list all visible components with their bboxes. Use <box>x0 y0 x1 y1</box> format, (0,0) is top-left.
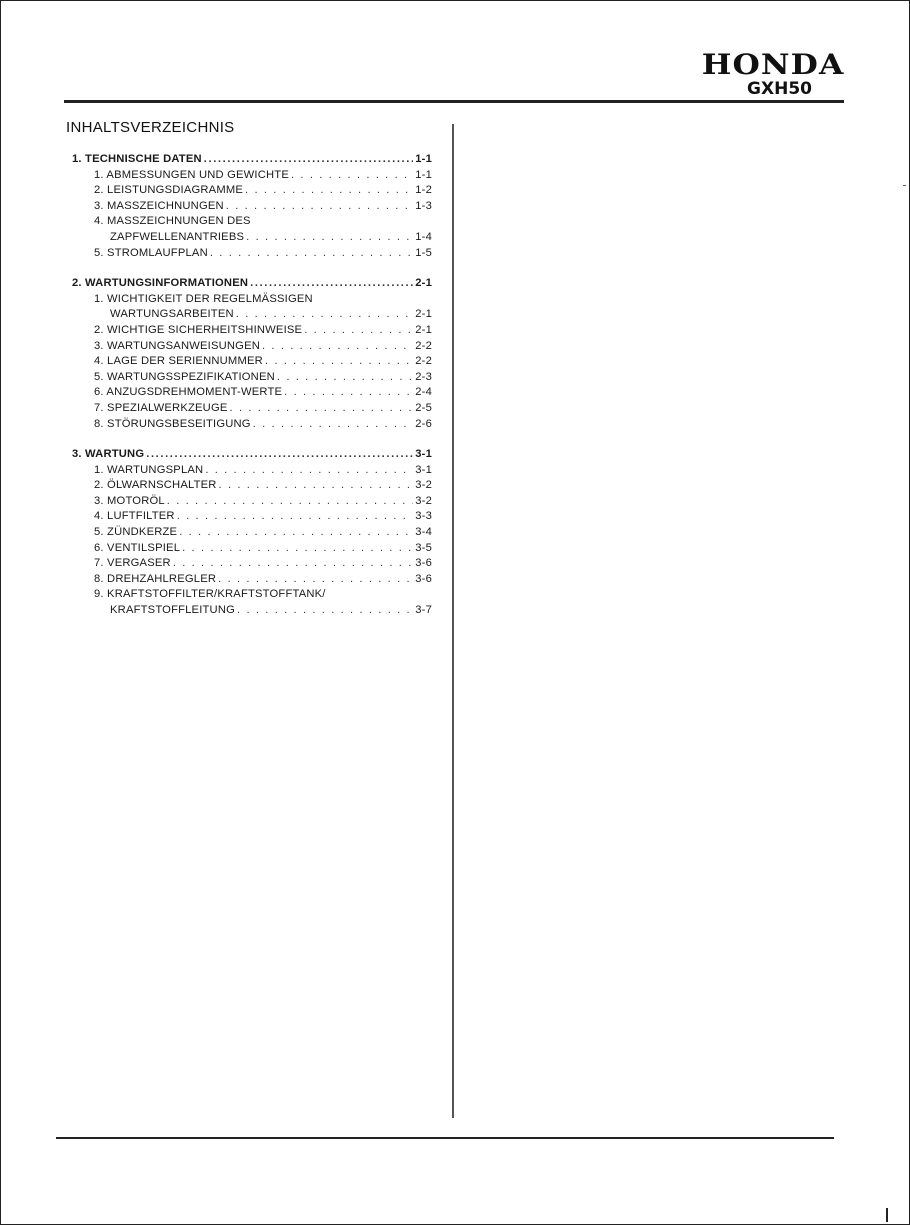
toc-entry <box>72 339 432 355</box>
toc-section <box>72 152 432 261</box>
dot-leader <box>230 401 414 417</box>
toc-section-title-label: 1. TECHNISCHE DATEN <box>72 153 202 165</box>
toc-entry-label: 2. LEISTUNGSDIAGRAMME <box>94 184 244 197</box>
toc-entry <box>72 572 432 588</box>
toc-entry <box>72 525 432 541</box>
dot-leader <box>237 603 413 619</box>
dot-leader <box>226 199 413 215</box>
toc-entry-page: 1-1 <box>415 168 432 181</box>
toc-entry <box>72 463 432 479</box>
toc-section-title-label: 2. WARTUNGSINFORMATIONEN <box>72 277 249 290</box>
toc-entry-label: 2. WICHTIGE SICHERHEITSHINWEISE <box>94 323 303 336</box>
toc-section-title-page: 2-1 <box>415 277 432 290</box>
toc-entry <box>72 199 432 215</box>
toc-entry-page: 2-3 <box>415 370 432 383</box>
toc-entry-label: 1. WARTUNGSPLAN <box>94 463 204 476</box>
toc-entry-continuation <box>72 230 432 246</box>
toc-entry <box>72 323 432 339</box>
dot-leader <box>219 478 414 494</box>
toc-entry-continuation <box>72 603 432 619</box>
toc-entry-page: 3-6 <box>415 572 432 585</box>
toc-entry-label: 9. KRAFTSTOFFILTER/KRAFTSTOFFTANK/ <box>94 588 326 601</box>
toc-section-title <box>72 447 432 463</box>
dot-leader <box>146 447 413 463</box>
toc-entry-label: 5. ZÜNDKERZE <box>94 526 178 539</box>
toc-entry-label: 5. STROMLAUFPLAN <box>94 246 208 259</box>
toc-section-title <box>72 276 432 292</box>
toc-entry-label: 8. STÖRUNGSBESEITIGUNG <box>94 417 251 430</box>
dot-leader <box>277 370 413 386</box>
table-of-contents <box>72 152 432 634</box>
toc-entry-label: 1. WICHTIGKEIT DER REGELMÄSSIGEN <box>94 292 313 305</box>
toc-entry-label: 3. MASSZEICHNUNGEN <box>94 199 224 212</box>
toc-entry-page: 3-2 <box>415 494 432 507</box>
toc-entry <box>72 494 432 510</box>
model-name: GXH50 <box>747 79 812 99</box>
toc-entry <box>72 541 432 557</box>
toc-entry-continuation-label: WARTUNGSARBEITEN <box>110 308 234 321</box>
toc-entry-continuation-label: KRAFTSTOFFLEITUNG <box>110 604 236 617</box>
toc-entry <box>72 417 432 433</box>
toc-section-title-page: 1-1 <box>415 153 432 165</box>
toc-section <box>72 447 432 619</box>
toc-entry-label: 1. ABMESSUNGEN UND GEWICHTE <box>94 168 289 181</box>
toc-entry-label: 3. WARTUNGSANWEISUNGEN <box>94 339 261 352</box>
toc-entry-page: 3-1 <box>415 463 432 476</box>
dot-leader <box>177 509 414 525</box>
toc-entry-page: 2-2 <box>415 339 432 352</box>
brand-logo: HONDA <box>701 48 844 81</box>
dot-leader <box>182 541 413 557</box>
toc-entry <box>72 401 432 417</box>
toc-entry-continuation-label: ZAPFWELLENANTRIEBS <box>110 230 245 243</box>
toc-entry <box>72 587 432 603</box>
dot-leader <box>250 276 413 292</box>
toc-entry-label: 5. WARTUNGSSPEZIFIKATIONEN <box>94 370 275 383</box>
toc-entry <box>72 478 432 494</box>
toc-heading: INHALTSVERZEICHNIS <box>66 119 235 136</box>
page-edge-mark <box>886 1208 888 1222</box>
toc-entry <box>72 183 432 199</box>
toc-entry <box>72 246 432 262</box>
dot-leader <box>218 572 413 588</box>
dot-leader <box>304 323 413 339</box>
toc-entry <box>72 168 432 184</box>
toc-entry-page: 3-6 <box>415 557 432 570</box>
toc-entry-page: 2-5 <box>415 401 432 414</box>
toc-entry-page: 2-2 <box>415 355 432 368</box>
dot-leader <box>246 230 413 246</box>
dot-leader <box>245 183 413 199</box>
toc-entry <box>72 556 432 572</box>
toc-entry-page: 3-5 <box>415 541 432 554</box>
toc-entry <box>72 292 432 308</box>
dot-leader <box>210 246 413 262</box>
toc-entry-label: 7. VERGASER <box>94 557 171 570</box>
toc-entry-label: 6. ANZUGSDREHMOMENT-WERTE <box>94 386 283 399</box>
dot-leader <box>253 417 414 433</box>
toc-section <box>72 276 432 432</box>
toc-section-title <box>72 152 432 168</box>
dot-leader <box>284 385 413 401</box>
toc-entry-page: 1-2 <box>415 184 432 197</box>
toc-entry-page: 2-1 <box>415 323 432 336</box>
toc-entry-page: 1-3 <box>415 199 432 212</box>
dot-leader <box>167 494 413 510</box>
dot-leader <box>205 463 413 479</box>
toc-entry-page: 2-4 <box>415 386 432 399</box>
toc-entry-label: 4. MASSZEICHNUNGEN DES <box>94 215 251 228</box>
dot-leader <box>173 556 413 572</box>
toc-entry-label: 8. DREHZAHLREGLER <box>94 572 217 585</box>
toc-entry-page: 2-6 <box>415 417 432 430</box>
column-divider <box>452 124 454 1118</box>
toc-entry-label: 4. LAGE DER SERIENNUMMER <box>94 355 263 368</box>
dot-leader <box>236 307 413 323</box>
dot-leader <box>265 354 413 370</box>
toc-entry-page: 3-3 <box>415 510 432 523</box>
toc-entry-continuation <box>72 307 432 323</box>
header-rule <box>64 100 844 103</box>
toc-entry <box>72 509 432 525</box>
toc-entry-page: 1-5 <box>415 246 432 259</box>
toc-entry-page: 3-2 <box>415 479 432 492</box>
toc-entry-continuation-page: 3-7 <box>415 604 432 617</box>
margin-mark <box>903 185 906 186</box>
footer-rule <box>56 1137 834 1139</box>
toc-section-title-page: 3-1 <box>415 448 432 461</box>
toc-section-title-label: 3. WARTUNG <box>72 448 145 461</box>
dot-leader <box>204 152 413 168</box>
toc-entry-continuation-page: 1-4 <box>415 230 432 243</box>
toc-entry-page: 3-4 <box>415 526 432 539</box>
dot-leader <box>262 339 413 355</box>
toc-entry <box>72 354 432 370</box>
toc-entry <box>72 370 432 386</box>
toc-entry-label: 3. MOTORÖL <box>94 494 165 507</box>
toc-entry-label: 7. SPEZIALWERKZEUGE <box>94 401 228 414</box>
toc-entry <box>72 385 432 401</box>
dot-leader <box>179 525 413 541</box>
toc-entry-label: 6. VENTILSPIEL <box>94 541 181 554</box>
dot-leader <box>291 168 413 184</box>
toc-entry-label: 4. LUFTFILTER <box>94 510 175 523</box>
toc-entry-continuation-page: 2-1 <box>415 308 432 321</box>
toc-entry-label: 2. ÖLWARNSCHALTER <box>94 479 217 492</box>
toc-entry <box>72 214 432 230</box>
